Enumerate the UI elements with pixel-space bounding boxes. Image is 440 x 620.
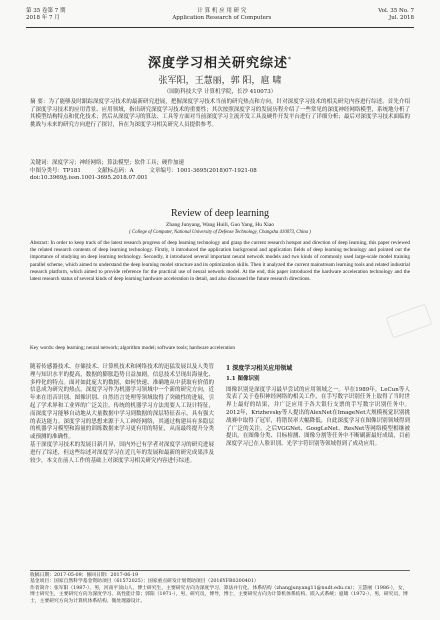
issue-date: 2018 年 7 月 bbox=[26, 15, 60, 21]
document-code: 文献标志码：A bbox=[96, 167, 134, 174]
volume-info-en: Vol. 35 No. 7 bbox=[378, 8, 414, 14]
clc-number: 中图分类号：TP181 bbox=[30, 167, 81, 174]
subsection-heading: 1.1 图像识别 bbox=[226, 375, 260, 382]
english-affiliation: ( College of Computer, National University of Defense Technology, Changsha 410073, China ) bbox=[129, 230, 311, 235]
section-heading: 1 深度学习相关应用领域 bbox=[226, 365, 293, 372]
body-column-left bbox=[30, 364, 214, 465]
body-column-right bbox=[226, 364, 410, 449]
received-dates: 收稿日期：2017-05-09；修回日期：2017-06-19 bbox=[30, 573, 139, 578]
journal-name-en: Application Research of Computers bbox=[172, 15, 272, 21]
running-header bbox=[26, 8, 414, 22]
header-left bbox=[26, 8, 66, 22]
abstract-cn: 摘 要：为了能够及时跟踪深度学习技术的最新研究进展，把握深度学习技术当前的研究热点和方向，针对深度学习技术的相关研究内容进行综述。首先介绍了深度学习技术的应用背景、应用领域，指出研究深度学习技术的重要性；其次按照深度学习的发展历程介绍了一些常见的深度神经网络模型，系统地分析了其模型结构特点和优化技术；然后从深度学习的算法、工具等方面对当前深度学习主流开发工具及硬件开发平台进行了详细分析；最后对深度学习技术面临的挑战与未来的研究方向进行了探讨，旨在为深度学习相关研究人员提供参考。 bbox=[30, 99, 410, 128]
classification-row bbox=[30, 168, 410, 176]
title-text: 深度学习相关研究综述 bbox=[147, 56, 288, 71]
intro-paragraph-1: 随着传感器技术、存储技术、计算机技术和网络技术的迅猛发展以及人类管理与知识水平的提高，数据的膨胀趋势日益加剧，信息技术呈现出海量化、多样化的特点。面对如此庞大的数据，如何快速、准确地从中获取有价值的信息成为研究的热点。深度学习作为机器学习领域中一个新的研究方向，近年来在语音识别、图像识别、自然语言处理等领域取得了突破性的进展，引起了学术界和工业界的广泛关注。传统的机器学习方法需要人工设计特征，而深度学习能够自动地从大量数据中学习到数据的深层特征表示，具有强大的表达能力。深度学习的思想来源于人工神经网络，其通过构建具有多隐层的机器学习模型和海量的训练数据来学习更有用的特征，从而最终提升分类或预测的准确性。 bbox=[30, 364, 214, 441]
footnote bbox=[30, 570, 410, 605]
intro-paragraph-2: 基于深度学习技术的发展日新月异，国内外已有学者对深度学习的研究进展进行了综述，但这些综述对深度学习在近几年的发展和最新的研究成果涉及较少，本文在前人工作的基础上对深度学习相关研究内容进行综述。 bbox=[30, 441, 214, 464]
issue-date-en: Jul. 2018 bbox=[389, 15, 414, 21]
doi: doi:10.3969/j.issn.1001-3695.2018.07.001 bbox=[30, 175, 148, 182]
volume-info: 第 35 卷第 7 期 bbox=[26, 8, 66, 14]
section-paragraph: 图像识别是深度学习最早尝试的应用领域之一。早在1989年，LeCun等人发表了关于卷积神经网络的相关工作，在手写数字识别任务上取得了当时世界上最好的结果，并广泛应用于各大银行支票的手写数字识别任务中。2012年，Krizhevsky等人提出的AlexNet在ImageNet大规模视觉识别挑战赛中取得了冠军，将错误率大幅降低，自此深度学习在图像识别领域得到了广泛的关注。之后VGGNet、GoogLeNet、ResNet等网络模型相继被提出，在图像分类、目标检测、图像分割等任务中不断刷新最好成绩，目前深度学习已在人脸识别、光学字符识别等领域得到了成功应用。 bbox=[226, 386, 410, 448]
english-title: Review of deep learning bbox=[170, 208, 270, 219]
title-footnote-mark: * bbox=[288, 56, 292, 64]
article-number: 文章编号：1001-3695(2018)07-1921-08 bbox=[149, 167, 257, 174]
author-list: 张军阳，王慧丽，郭 阳，扈 啸 bbox=[158, 76, 282, 86]
english-authors: Zhang Junyang, Wang Huili, Guo Yang, Hu Xiao bbox=[165, 222, 275, 228]
fund-info: 基金项目：国家自然科学基金资助项目（61572025）；国家重点研发计划资助项目（2016YFB0200401） bbox=[30, 579, 259, 585]
article-meta bbox=[30, 160, 410, 183]
header-rule bbox=[26, 27, 414, 28]
journal-name-cn: 计 算 机 应 用 研 究 bbox=[197, 8, 247, 14]
english-abstract: Abstract: In order to keep track of the latest research progress of deep learning technology and grasp the current research hotspot and direction of deep learning, this paper reviewed the related research contents of deep learning technology. Firstly, it introduced the application background and application fields of deep learning technology and pointed out the importance of studying on deep learning technology. Secondly, it introduced several important neural network models and two kinds of commonly used large-scale model training parallel scheme, which aimed to understand the deep learning model structure and its optimization skills. Then it analyzed the current mainstream learning tools and related industrial research platform, which aimed to provide reference for the practical use of neural network model. At the end, this paper introduced the hardware acceleration technology and the latest research status of several kinds of deep learning hardware acceleration in detail, and also discussed the future research directions. bbox=[30, 240, 410, 283]
english-keywords: Key words: deep learning; neural network; algorithm model; software tools; hardware acceleration bbox=[30, 345, 235, 351]
paper-title bbox=[0, 52, 440, 71]
watermark-stamp bbox=[386, 303, 433, 338]
header-right bbox=[378, 8, 414, 22]
header-center bbox=[172, 8, 271, 22]
affiliation: （国防科技大学 计算机学院，长沙 410073） bbox=[163, 89, 277, 95]
keywords-cn: 关键词：深度学习；神经网络；算法模型；软件工具；硬件加速 bbox=[30, 160, 185, 166]
author-bio: 作者简介：张军阳（1987-），男，河南平顶山人，博士研究生，主要研究方向为深度学习、算法并行化、体系结构（zhangjunyang11@nudt.edu.cn）；王慧丽（1986-），女，博士研究生，主要研究方向为深度学习、高性能计算；郭阳（1971-），男，研究员，博导，博士，主要研究方向为计算机体系结构、嵌入式系统；扈啸（1972-），男，研究员，博士，主要研究方向为计算机体系结构、微处理器设计。 bbox=[30, 585, 408, 604]
